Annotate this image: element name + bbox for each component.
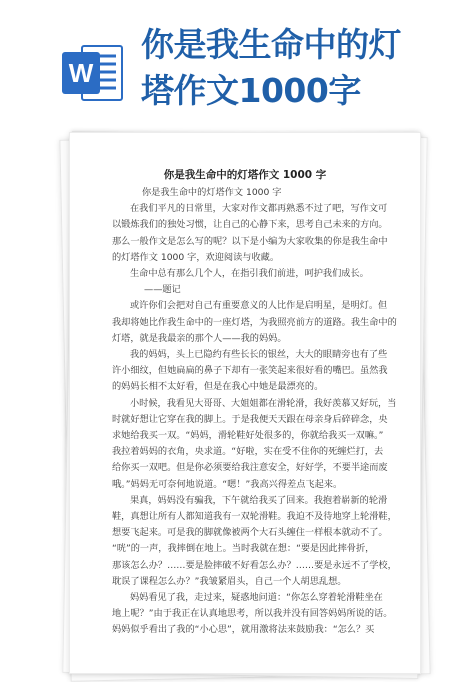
document-line: 在我们平凡的日常里，大家对作文都再熟悉不过了吧，写作文可 [130, 203, 388, 215]
document-line: 那该怎么办？……要是脸摔破不好看怎么办？……要是永远不了学校， [112, 559, 397, 571]
document-line: 时就好想让它穿在我的脚上。于是我便天天跟在母亲身后碎碎念，央 [112, 413, 388, 425]
document-line: 你是我生命中的灯塔作文 1000 字 [142, 187, 282, 198]
word-icon-letter: W [68, 58, 94, 88]
document-line: 小时候，我看见大哥哥、大姐姐都在滑轮滑，我好羡慕又好玩，当 [130, 397, 397, 409]
document-line: 妈妈似乎看出了我的“小心思”，就用激将法来鼓励我：“怎么？买 [112, 624, 375, 636]
document-line: 地上呢？”由于我正在认真地思考，所以我并没有回答妈妈所说的话。 [112, 608, 393, 620]
document-line: 的妈妈长相不太好看，但是在我心中她是最漂亮的。 [112, 381, 324, 393]
document-line: ——题记 [144, 284, 181, 296]
document-line: 想要飞起来。可是我的脚就像被两个大石头缠住一样根本就动不了。 [112, 527, 388, 539]
document-line: 我却将她比作我生命中的一座灯塔，为我照亮前方的道路。我生命中的 [112, 316, 397, 328]
page-title: 你是我生命中的灯 塔作文1000字 [141, 25, 401, 110]
document-title: 你是我生命中的灯塔作文 1000 字 [163, 169, 327, 181]
document-line: 给你买一双吧。但是你必须要给我注意安全，好好学，不要半途而废 [112, 462, 388, 474]
document-line: 耽误了课程怎么办？”我皱紧眉头，自己一个人胡思乱想。 [112, 575, 347, 587]
document-line: 哦。”妈妈无可奈何地说道。“嗯！”我高兴得差点飞起来。 [112, 478, 343, 490]
document-line: 生命中总有那么几个人，在指引我们前进，呵护我们成长。 [130, 268, 369, 279]
document-line: “咣”的一声，我摔倒在地上。当时我就在想：“要是因此摔骨折， [112, 543, 375, 555]
document-line: 鞋，真想让所有人都知道我有一双轮滑鞋。我迫不及待地穿上轮滑鞋， [112, 511, 397, 522]
document-line: 那么一般作文是怎么写的呢？以下是小编为大家收集的你是我生命中 [112, 235, 388, 247]
document-line: 许小细纹，但她扁扁的鼻子下却有一张笑起来很好看的嘴巴。虽然我 [112, 365, 388, 377]
document-line: 果真，妈妈没有骗我，下午就给我买了回来。我抱着崭新的轮滑 [130, 494, 388, 506]
document-line: 的灯塔作文 1000 字，欢迎阅读与收藏。 [112, 251, 280, 263]
document-line: 求她给我买一双。“妈妈，滑轮鞋好处很多的，你就给我买一双嘛。” [112, 430, 384, 441]
document-page [69, 132, 421, 674]
document-line: 我的妈妈，头上已隐约有些长长的银丝，大大的眼睛旁也有了些 [130, 349, 388, 360]
word-document-icon [60, 42, 126, 104]
document-line: 妈妈看见了我，走过来，疑惑地问道：“你怎么穿着轮滑鞋坐在 [130, 592, 383, 603]
document-line: 我拉着妈妈的衣角，央求道。“好啦，实在受不住你的死缠烂打，去 [112, 446, 384, 458]
document-line: 以锻炼我们的独处习惯，让自己的心静下来，思考自己未来的方向。 [112, 219, 388, 231]
document-line: 灯塔，就是我最亲的那个人——我的妈妈。 [112, 332, 287, 344]
page-header [0, 0, 474, 122]
document-line: 或许你们会把对自己有重要意义的人比作是启明星，是明灯。但 [130, 300, 388, 312]
